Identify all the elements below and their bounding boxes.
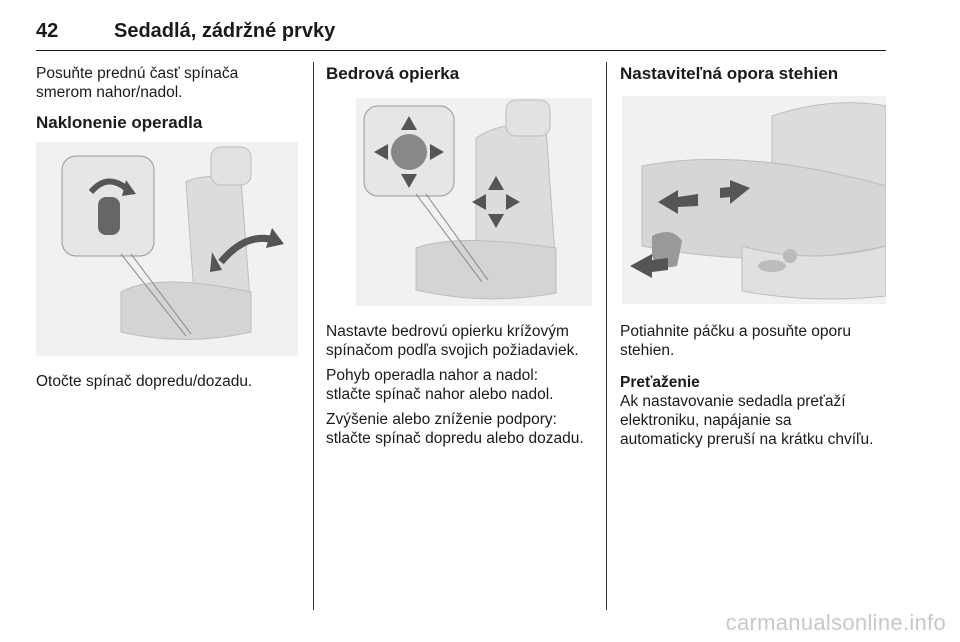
page-header xyxy=(36,10,886,51)
column-divider xyxy=(606,62,607,610)
column-2 xyxy=(326,64,596,84)
seat-recline-illustration xyxy=(36,142,298,356)
thigh-support-illustration xyxy=(622,96,886,304)
column-2-text xyxy=(326,322,596,448)
overload-text: Ak nastavovanie sedadla preťaží xyxy=(620,393,846,410)
thigh-text: stehien. xyxy=(620,342,675,359)
lumbar-text: Nastavte bedrovú opierku krížovým xyxy=(326,323,569,340)
thigh-text: Potiahnite páčku a posuňte oporu xyxy=(620,323,851,340)
section-heading-lumbar: Bedrová opierka xyxy=(326,64,460,83)
column-3-text xyxy=(620,322,890,449)
overload-text: elektroniku, napájanie sa xyxy=(620,412,792,429)
page-number: 42 xyxy=(36,20,59,42)
column-divider xyxy=(313,62,314,610)
intro-line: smerom nahor/nadol. xyxy=(36,84,183,101)
lumbar-text: spínačom podľa svojich požiadaviek. xyxy=(326,342,579,359)
lumbar-text: Zvýšenie alebo zníženie podpory: xyxy=(326,411,557,428)
overload-text: automaticky preruší na krátku chvíľu. xyxy=(620,431,874,448)
lumbar-text: stlačte spínač nahor alebo nadol. xyxy=(326,386,554,403)
watermark: carmanualsonline.info xyxy=(725,610,946,635)
column-3 xyxy=(620,64,890,84)
overload-subheading: Preťaženie xyxy=(620,374,700,391)
lumbar-support-illustration xyxy=(356,98,592,306)
lumbar-text: stlačte spínač dopredu alebo dozadu. xyxy=(326,430,584,447)
section-heading-recline: Naklonenie operadla xyxy=(36,113,203,132)
column-1 xyxy=(36,64,298,133)
column-1-caption xyxy=(36,372,298,391)
section-heading-thigh: Nastaviteľná opora stehien xyxy=(620,64,839,83)
intro-line: Posuňte prednú časť spínača xyxy=(36,65,239,82)
recline-caption: Otočte spínač dopredu/dozadu. xyxy=(36,373,253,390)
page-title: Sedadlá, zádržné prvky xyxy=(114,20,336,42)
lumbar-text: Pohyb operadla nahor a nadol: xyxy=(326,367,538,384)
